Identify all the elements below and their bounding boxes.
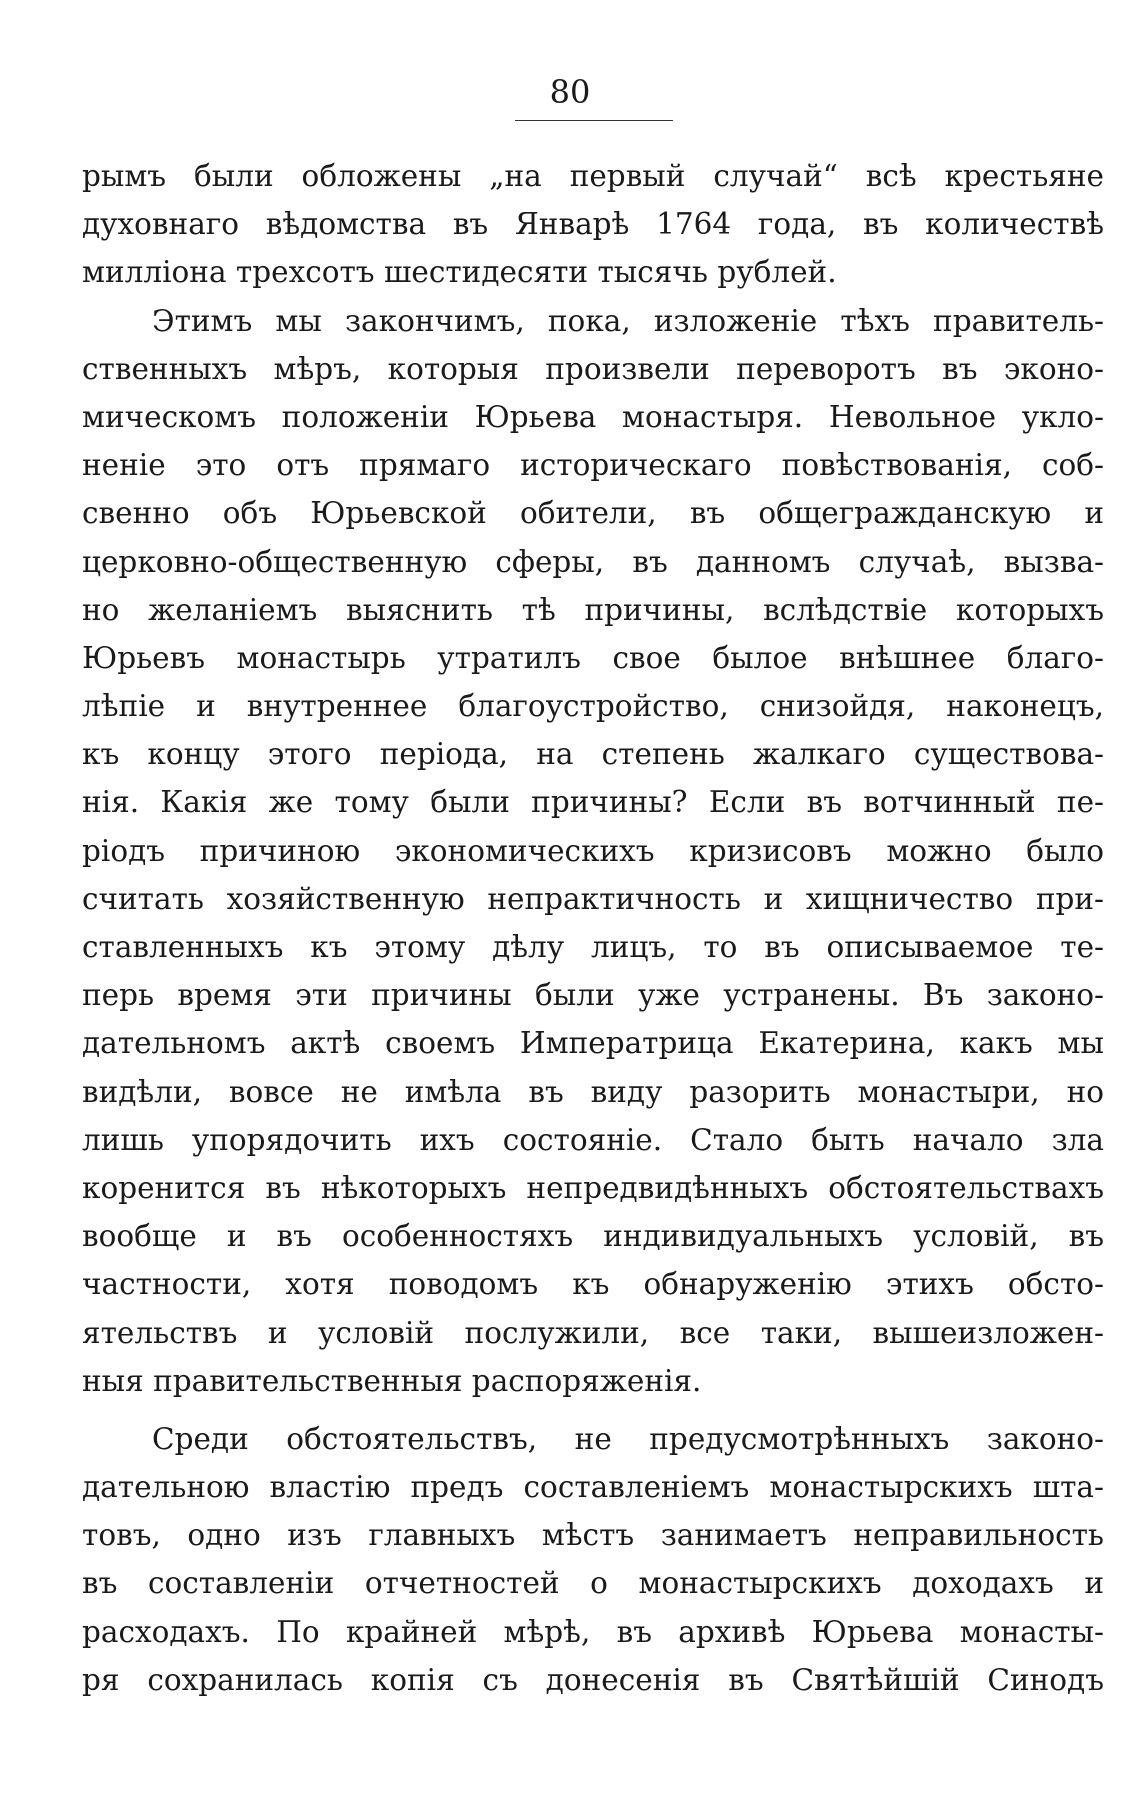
text-line: товъ, одно изъ главныхъ мѣстъ занимаетъ неправильность [82, 1518, 1104, 1553]
text-line: ставленныхъ къ этому дѣлу лицъ, то въ описываемое те- [82, 930, 1104, 964]
text-line: перь время эти причины были уже устранены. Въ законо- [82, 978, 1104, 1013]
text-line: лѣпіе и внутреннее благоустройство, снизойдя, наконецъ, [82, 689, 1104, 724]
paragraph-3 [82, 1415, 1104, 1704]
paragraph-2 [82, 297, 1104, 1405]
text-line: милліона трехсотъ шестидесяти тысячь рублей. [82, 255, 837, 290]
text-line: Среди обстоятельствъ, не предусмотрѣнныхъ законо- [152, 1421, 1104, 1456]
text-line: видѣли, вовсе не имѣла въ виду разорить монастыри, но [82, 1074, 1104, 1109]
text-line: нія. Какія же тому были причины? Если въ вотчинный пе- [82, 785, 1104, 820]
text-line: ятельствъ и условій послужили, все таки, вышеизложен- [82, 1315, 1104, 1350]
text-line: дательномъ актѣ своемъ Императрица Екатерина, какъ мы [82, 1026, 1104, 1061]
text-line: въ составленіи отчетностей о монастырскихъ доходахъ и [82, 1566, 1104, 1601]
page-number: 80 [549, 73, 591, 111]
body-text [82, 152, 1104, 1704]
paragraph-1 [82, 152, 1104, 297]
text-line: духовнаго вѣдомства въ Январѣ 1764 года, въ количествѣ [82, 207, 1104, 242]
text-line: ря сохранилась копія съ донесенія въ Святѣйшій Синодъ [82, 1662, 1104, 1697]
text-line: свенно объ Юрьевской обители, въ общегражданскую и [82, 496, 1104, 531]
text-line: расходахъ. По крайней мѣрѣ, въ архивѣ Юрьева монасты- [82, 1614, 1104, 1649]
text-line: ственныхъ мѣръ, которыя произвели переворотъ въ эконо- [82, 351, 1104, 386]
text-line: вообще и въ особенностяхъ индивидуальныхъ условій, въ [82, 1219, 1104, 1254]
text-line: ріодъ причиною экономическихъ кризисовъ можно было [82, 833, 1104, 868]
text-line: считать хозяйственную непрактичность и хищничество при- [82, 881, 1104, 916]
paragraph-gap [82, 1405, 1104, 1415]
text-line: лишь упорядочить ихъ состояніе. Стало быть начало зла [82, 1122, 1104, 1157]
text-line: неніе это отъ прямаго историческаго повѣствованія, соб- [82, 448, 1104, 483]
text-line: рымъ были обложены „на первый случай“ всѣ крестьяне [82, 159, 1104, 193]
header-rule [515, 120, 673, 121]
text-line: церковно-общественную сферы, въ данномъ случаѣ, вызва- [82, 544, 1104, 579]
text-line: ныя правительственныя распоряженія. [82, 1363, 702, 1398]
text-line: частности, хотя поводомъ къ обнаруженію этихъ обсто- [82, 1267, 1104, 1302]
text-line: коренится въ нѣкоторыхъ непредвидѣнныхъ обстоятельствахъ [82, 1170, 1104, 1205]
text-line: мическомъ положеніи Юрьева монастыря. Невольное укло- [82, 399, 1104, 434]
text-line: дательною властію предъ составленіемъ монастырскихъ шта- [82, 1470, 1104, 1505]
text-line: къ концу этого періода, на степень жалкаго существова- [82, 737, 1104, 772]
text-line: Этимъ мы закончимъ, пока, изложеніе тѣхъ правитель- [152, 303, 1104, 338]
text-line: Юрьевъ монастырь утратилъ свое былое внѣшнее благо- [82, 640, 1104, 675]
text-line: но желаніемъ выяснить тѣ причины, вслѣдствіе которыхъ [82, 592, 1104, 627]
